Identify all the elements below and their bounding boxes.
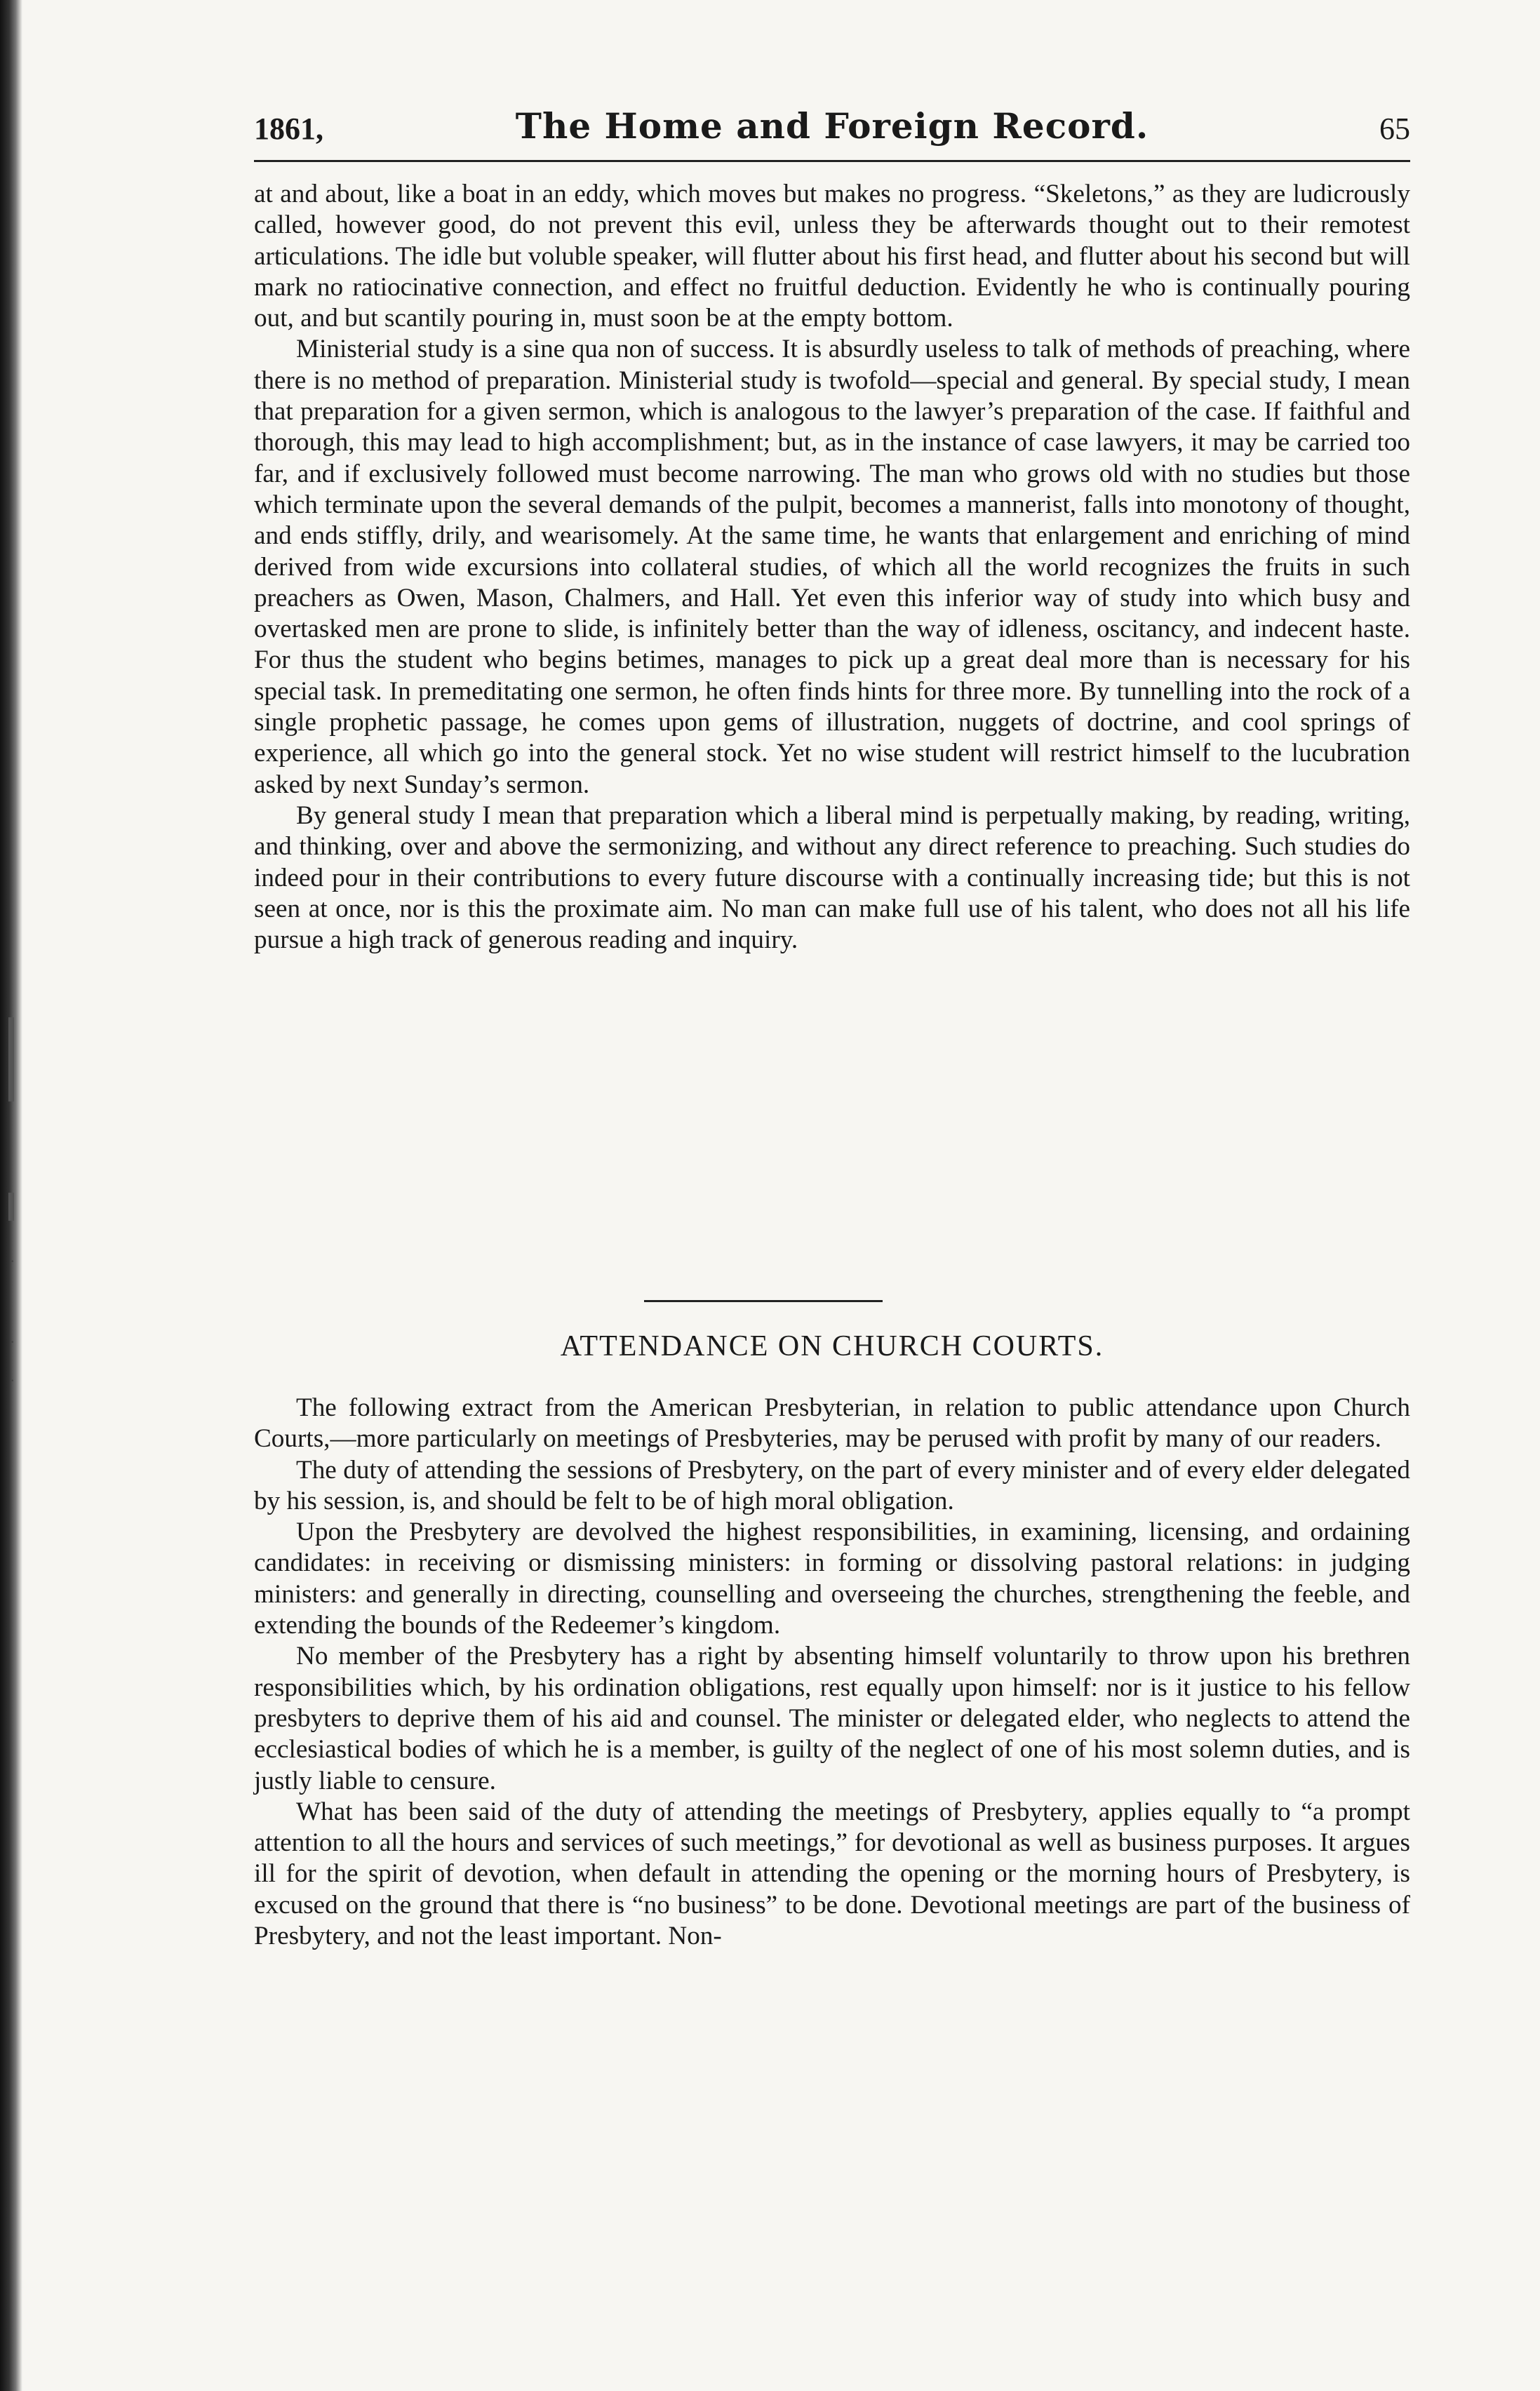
paragraph: at and about, like a boat in an eddy, which moves but makes no progress. “Skeletons,” as they are ludicrously called, however good, do not prevent this evil, unless they be afterwards thought out to their remotest articulations. The idle but voluble speaker, will flutter about his first head, and flutter about his second but will mark no ratiocinative connection, and effect no fruitful deduction. Evidently he who is continually pouring out, and but scantily pouring in, must soon be at the empty bottom. (254, 180, 1410, 333)
running-header (254, 105, 1410, 154)
header-title: The Home and Foreign Record. (515, 105, 1149, 147)
section-divider (644, 1300, 883, 1302)
header-rule (254, 160, 1410, 162)
paragraph: By general study I mean that preparation which a liberal mind is perpetually making, by reading, writing, and thinking, over and above the sermonizing, and without any direct reference to preaching. Such studies do indeed pour in their contributions to every future discourse with a continually increasing tide; but this is not seen at once, nor is this the proximate aim. No man can make full use of his talent, who does not all his life pursue a high track of generous reading and inquiry. (254, 801, 1410, 955)
paragraph: Upon the Presbytery are devolved the highest responsibilities, in examining, licensing, and ordaining candidates: in receiving or dismissing ministers: in forming or dissolving pastoral relations: in judging ministers: and generally in directing, counselling and overseeing the churches, strengthening the feeble, and extending the bounds of the Redeemer’s kingdom. (254, 1518, 1410, 1640)
paragraph: The following extract from the American Presbyterian, in relation to public attendance upon Church Courts,—more particularly on meetings of Presbyteries, may be perused with profit by many of our readers. (254, 1393, 1410, 1454)
paragraph: Ministerial study is a sine qua non of success. It is absurdly useless to talk of methods of preaching, where there is no method of preparation. Ministerial study is twofold—special and general. By special study, I mean that preparation for a given sermon, which is analogous to the lawyer’s preparation of the case. If faithful and thorough, this may lead to high accomplishment; but, as in the instance of case lawyers, it may be carried too far, and if exclusively followed must become narrowing. The man who grows old with no studies but those which terminate upon the several demands of the pulpit, becomes a mannerist, falls into monotony of thought, and ends stiffly, drily, and wearisomely. At the same time, he wants that enlargement and enriching of mind derived from wide excursions into collateral studies, of which all the world recognizes the fruits in such preachers as Owen, Mason, Chalmers, and Hall. Yet even this inferior way of study into which busy and overtasked men are prone to slide, is infinitely better than the way of idleness, oscitancy, and indecent haste. For thus the student who begins betimes, manages to pick up a great deal more than is necessary for his special task. In premeditating one sermon, he often finds hints for three more. By tunnelling into the rock of a single prophetic passage, he comes upon gems of illustration, nuggets of doctrine, and cool springs of experience, all which go into the general stock. Yet no wise student will restrict himself to the lucubration asked by next Sunday’s sermon. (254, 335, 1410, 799)
binding-speck (8, 1017, 14, 1101)
article-body-bottom (254, 1393, 1410, 1952)
margin-mark: · (10, 1333, 15, 1351)
paragraph: The duty of attending the sessions of Presbytery, on the part of every minister and of every elder delegated by his session, is, and should be felt to be of high moral obligation. (254, 1455, 1410, 1515)
article-body-top (254, 179, 1410, 956)
binding-speck (8, 1193, 14, 1221)
paragraph: What has been said of the duty of attending the meetings of Presbytery, applies equally to “a prompt attention to all the hours and services of such meetings,” for devotional as well as business purposes. It argues ill for the spirit of devotion, when default in attending the opening or the morning hours of Presbytery, is excused on the ground that there is “no business” to be done. Devotional meetings are part of the business of Presbytery, and not the least important. Non- (254, 1797, 1410, 1951)
section-title: ATTENDANCE ON CHURCH COURTS. (560, 1330, 1104, 1362)
page-number: 65 (1379, 112, 1410, 146)
paragraph: No member of the Presbytery has a right by absenting himself voluntarily to throw upon his brethren responsibilities which, by his ordination obligations, rest equally upon himself: nor is it justice to his fellow presbyters to deprive them of his aid and counsel. The minister or delegated elder, who neglects to attend the ecclesiastical bodies of which he is a member, is guilty of the neglect of one of his most solemn duties, and is justly liable to censure. (254, 1642, 1410, 1795)
header-year: 1861, (254, 112, 323, 146)
margin-mark: · (10, 1372, 15, 1389)
margin-mark: · (10, 1252, 15, 1270)
